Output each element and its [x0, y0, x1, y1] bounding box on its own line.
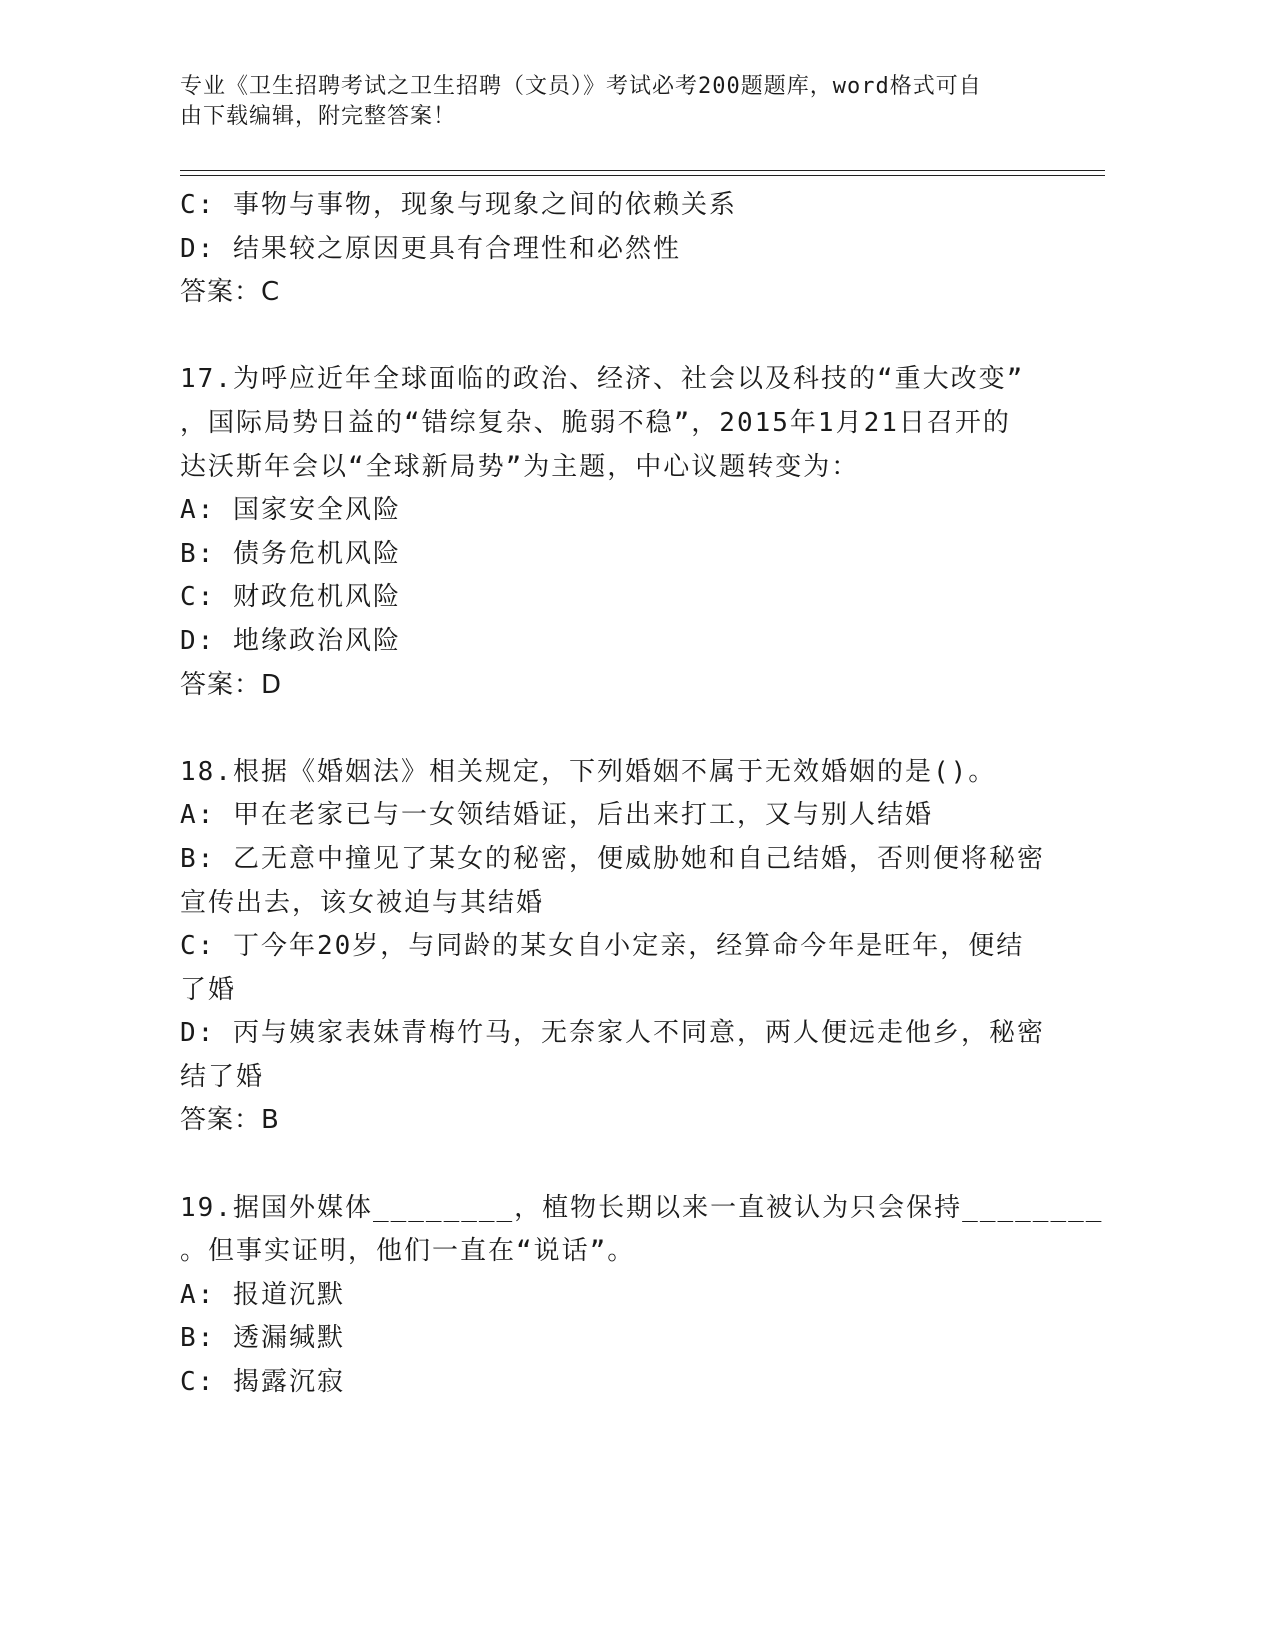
question-stem: 达沃斯年会以“全球新局势”为主题，中心议题转变为： — [180, 451, 860, 482]
answer: 答案：B — [180, 1105, 280, 1136]
option-c: C: 事物与事物，现象与现象之间的依赖关系 — [180, 190, 737, 220]
question-stem: 18.根据《婚姻法》相关规定，下列婚姻不属于无效婚姻的是()。 — [180, 756, 997, 787]
option-d: D: 结果较之原因更具有合理性和必然性 — [180, 233, 681, 264]
option-c: C: 财政危机风险 — [180, 582, 401, 613]
option-b: B: 透漏缄默 — [180, 1323, 345, 1354]
option-a: A: 报道沉默 — [180, 1279, 345, 1310]
option-d: D: 丙与姨家表妹青梅竹马，无奈家人不同意，两人便远走他乡，秘密 — [180, 1018, 1045, 1049]
question-stem: 。但事实证明，他们一直在“说话”。 — [180, 1236, 636, 1267]
header-line-1: 专业《卫生招聘考试之卫生招聘（文员）》考试必考200题题库，word格式可自 — [180, 74, 982, 99]
option-d: D: 地缘政治风险 — [180, 625, 401, 656]
option-b-continued: 宣传出去，该女被迫与其结婚 — [180, 887, 545, 918]
option-d-continued: 结了婚 — [180, 1061, 265, 1092]
header-rule-bottom — [180, 175, 1105, 176]
option-c: C: 揭露沉寂 — [180, 1367, 345, 1398]
option-c: C: 丁今年20岁，与同龄的某女自小定亲，经算命今年是旺年，便结 — [180, 931, 1025, 962]
option-b: B: 债务危机风险 — [180, 538, 401, 569]
option-c-continued: 了婚 — [180, 974, 237, 1005]
option-b: B: 乙无意中撞见了某女的秘密，便威胁她和自己结婚，否则便将秘密 — [180, 843, 1045, 874]
answer: 答案：C — [180, 277, 281, 308]
question-stem: 17.为呼应近年全球面临的政治、经济、社会以及科技的“重大改变” — [180, 364, 1025, 395]
question-stem: 19.据国外媒体________，植物长期以来一直被认为只会保持________ — [180, 1192, 1104, 1223]
question-stem: ，国际局势日益的“错综复杂、脆弱不稳”，2015年1月21日召开的 — [180, 407, 1011, 438]
document-body — [180, 184, 1104, 1405]
header-rule-top — [180, 170, 1105, 171]
spacer — [180, 707, 1040, 751]
question-17 — [180, 358, 1040, 707]
document-header — [180, 72, 1040, 132]
option-a: A: 甲在老家已与一女领结婚证，后出来打工，又与别人结婚 — [180, 800, 933, 831]
answer: 答案：D — [180, 669, 283, 700]
option-a: A: 国家安全风险 — [180, 495, 401, 526]
spacer — [180, 315, 1040, 359]
spacer — [180, 1143, 1040, 1187]
previous-question — [180, 184, 1040, 315]
header-line-2: 由下载编辑，附完整答案！ — [180, 104, 457, 129]
question-19 — [180, 1187, 1104, 1405]
question-18 — [180, 751, 1045, 1143]
